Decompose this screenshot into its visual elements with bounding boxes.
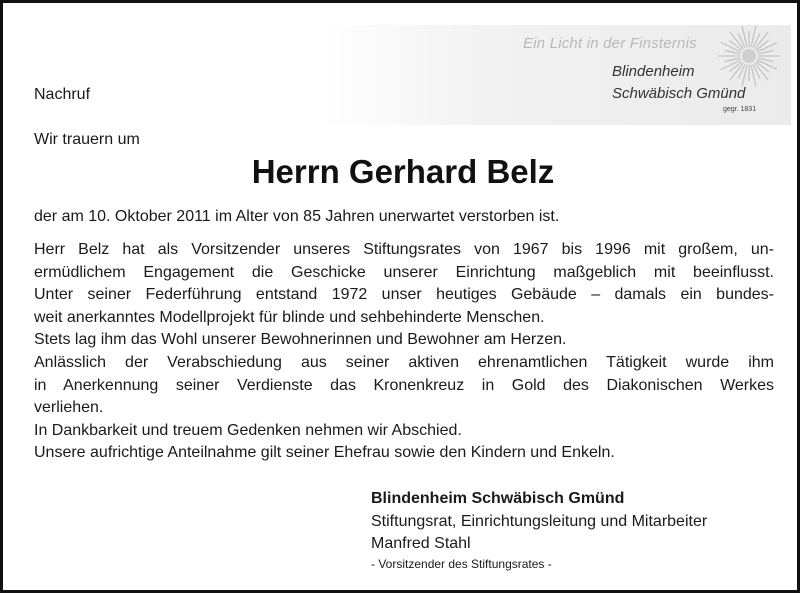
deceased-name: Herrn Gerhard Belz [251, 153, 555, 190]
notice-label: Nachruf [34, 86, 91, 103]
sun-rays-icon [716, 23, 782, 89]
tribute-line: Stets lag ihm das Wohl unserer Bewohnerinnen und Bewohner am Herzen. [34, 331, 567, 349]
tribute-line: ermüdlichem Engagement die Geschicke unserer Einrichtung maßgeblich mit beeinflusst. [34, 263, 774, 281]
tribute-line: In Dankbarkeit und treuem Gedenken nehmen wir Abschied. [34, 421, 462, 439]
tribute-line: Unsere aufrichtige Anteilnahme gilt seiner Ehefrau sowie den Kindern und Enkeln. [34, 444, 615, 462]
death-notice: der am 10. Oktober 2011 im Alter von 85 Jahren unerwartet verstorben ist. [34, 208, 560, 225]
signature-role: - Vorsitzender des Stiftungsrates - [371, 557, 552, 571]
logo-name-line2: Schwäbisch Gmünd [612, 85, 746, 102]
tribute-line: Unter seiner Federführung entstand 1972 unser heutiges Gebäude – damals ein bundes- [34, 286, 774, 304]
tribute-line: Anlässlich der Verabschiedung aus seiner aktiven ehrenamtlichen Tätigkeit wurde ihm [34, 353, 774, 371]
signature-group: Stiftungsrat, Einrichtungsleitung und Mitarbeiter [371, 513, 708, 530]
intro-text: Wir trauern um [34, 131, 140, 148]
logo-tagline: Ein Licht in der Finsternis [523, 35, 697, 52]
tribute-line: weit anerkanntes Modellprojekt für blinde und sehbehinderte Menschen. [34, 308, 545, 326]
tribute-text [34, 239, 774, 465]
tribute-line: in Anerkennung seiner Verdienste das Kronenkreuz in Gold des Diakonischen Werkes [34, 376, 774, 394]
tribute-line: Herr Belz hat als Vorsitzender unseres Stiftungsrates von 1967 bis 1996 mit großem, un- [34, 241, 774, 258]
tribute-line: verliehen. [34, 399, 104, 417]
logo-name-line1: Blindenheim [612, 63, 695, 80]
signature-organization: Blindenheim Schwäbisch Gmünd [371, 490, 625, 507]
sun-core [742, 49, 756, 63]
logo-founded: gegr. 1831 [723, 106, 757, 113]
signature-person: Manfred Stahl [371, 535, 471, 552]
